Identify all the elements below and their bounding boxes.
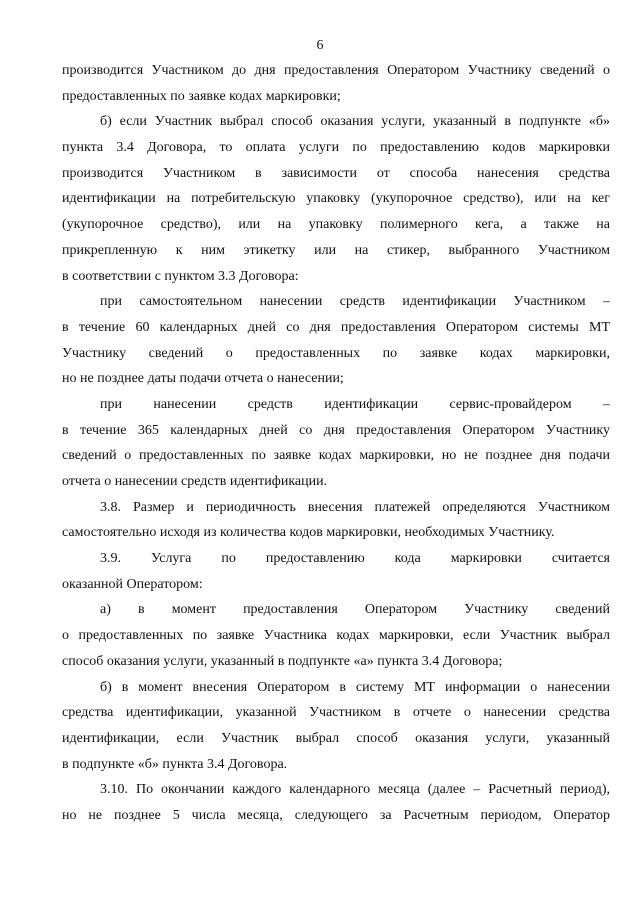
text-line: идентификации, если Участник выбрал способ оказания услуги, указанный bbox=[62, 730, 610, 746]
text-line: но не позднее даты подачи отчета о нанесении; bbox=[62, 371, 344, 387]
text-line: при нанесении средств идентификации сервис-провайдером – bbox=[100, 396, 610, 412]
text-line: пункта 3.4 Договора, то оплата услуги по предоставлению кодов маркировки bbox=[62, 140, 610, 156]
text-line: сведений о предоставленных по заявке кодах маркировки, но не позднее дня подачи bbox=[62, 448, 610, 464]
text-line: в соответствии с пунктом 3.3 Договора: bbox=[62, 268, 299, 284]
document-body bbox=[62, 60, 610, 831]
text-line: способ оказания услуги, указанный в подпункте «а» пункта 3.4 Договора; bbox=[62, 653, 503, 669]
text-line: идентификации на потребительскую упаковку (укупорочное средство), или на кег bbox=[62, 191, 610, 207]
text-line: но не позднее 5 числа месяца, следующего за Расчетным периодом, Оператор bbox=[62, 807, 610, 823]
text-line: 3.9. Услуга по предоставлению кода маркировки считается bbox=[100, 551, 610, 567]
text-line: 3.10. По окончании каждого календарного месяца (далее – Расчетный период), bbox=[100, 782, 610, 798]
text-line: в течение 365 календарных дней со дня предоставления Оператором Участнику bbox=[62, 422, 610, 438]
paragraph bbox=[62, 60, 610, 111]
text-line: средства идентификации, указанной Участником в отчете о нанесении средства bbox=[62, 705, 610, 721]
paragraph bbox=[62, 779, 610, 830]
text-line: 3.8. Размер и периодичность внесения платежей определяются Участником bbox=[100, 499, 610, 515]
paragraph bbox=[62, 599, 610, 676]
text-line: а) в момент предоставления Оператором Участнику сведений bbox=[100, 602, 610, 618]
text-line: прикрепленную к ним этикетку или на стикер, выбранного Участником bbox=[62, 242, 610, 258]
page-number: 6 bbox=[316, 38, 324, 53]
text-line: производится Участником в зависимости от способа нанесения средства bbox=[62, 165, 610, 181]
paragraph bbox=[62, 291, 610, 394]
text-line: (укупорочное средство), или на упаковку полимерного кега, а также на bbox=[62, 217, 610, 233]
text-line: отчета о нанесении средств идентификации. bbox=[62, 474, 328, 489]
text-line: предоставленных по заявке кодах маркировки; bbox=[62, 88, 341, 104]
text-line: самостоятельно исходя из количества кодов маркировки, необходимых Участнику. bbox=[62, 525, 555, 541]
text-line: в течение 60 календарных дней со дня предоставления Оператором системы МТ bbox=[62, 319, 610, 335]
text-line: Участнику сведений о предоставленных по заявке кодах маркировки, bbox=[62, 345, 610, 361]
text-line: оказанной Оператором: bbox=[62, 576, 203, 592]
text-line: в подпункте «б» пункта 3.4 Договора. bbox=[62, 756, 288, 772]
paragraph bbox=[62, 394, 610, 497]
text-line: при самостоятельном нанесении средств идентификации Участником – bbox=[100, 294, 610, 310]
paragraph bbox=[62, 677, 610, 780]
paragraph bbox=[62, 497, 610, 548]
paragraph bbox=[62, 111, 610, 291]
paragraph bbox=[62, 548, 610, 599]
text-line: б) в момент внесения Оператором в систему МТ информации о нанесении bbox=[100, 679, 610, 695]
text-line: о предоставленных по заявке Участника кодах маркировки, если Участник выбрал bbox=[62, 628, 610, 644]
text-line: производится Участником до дня предоставления Оператором Участнику сведений о bbox=[62, 63, 610, 78]
text-line: б) если Участник выбрал способ оказания услуги, указанный в подпункте «б» bbox=[100, 114, 610, 130]
